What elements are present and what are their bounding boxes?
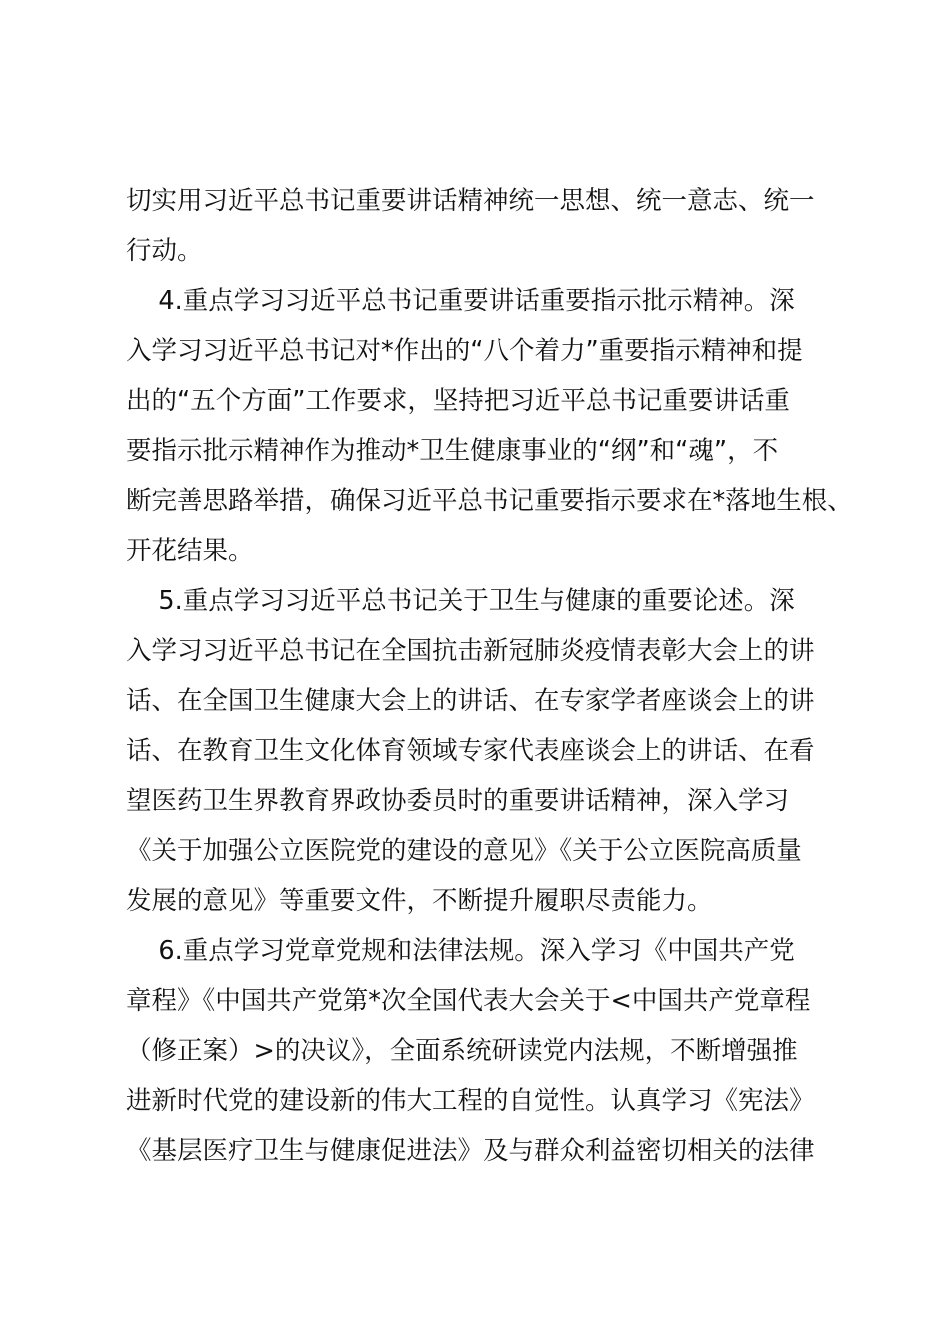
text-line: 4.重点学习习近平总书记重要讲话重要指示批示精神。深 [126, 286, 795, 316]
text-line: 话、在全国卫生健康大会上的讲话、在专家学者座谈会上的讲 [126, 686, 815, 716]
text-line: 行动。 [126, 236, 203, 266]
text-line: 《关于加强公立医院党的建设的意见》《关于公立医院高质量 [126, 836, 802, 866]
text-line: 6.重点学习党章党规和法律法规。深入学习《中国共产党 [126, 936, 795, 966]
text-line: 入学习习近平总书记在全国抗击新冠肺炎疫情表彰大会上的讲 [126, 636, 815, 666]
text-line: 《基层医疗卫生与健康促进法》及与群众利益密切相关的法律 [126, 1136, 815, 1166]
text-line: 断完善思路举措，确保习近平总书记重要指示要求在*落地生根、 [126, 486, 853, 516]
text-line: 出的“五个方面”工作要求，坚持把习近平总书记重要讲话重 [126, 386, 790, 416]
text-line: 话、在教育卫生文化体育领域专家代表座谈会上的讲话、在看 [126, 736, 815, 766]
text-line: 要指示批示精神作为推动*卫生健康事业的“纲”和“魂”，不 [126, 436, 779, 466]
text-line: 望医药卫生界教育界政协委员时的重要讲话精神，深入学习 [126, 786, 790, 816]
text-line: （修正案）>的决议》，全面系统研读党内法规，不断增强推 [126, 1036, 798, 1066]
text-line: 章程》《中国共产党第*次全国代表大会关于<中国共产党章程 [126, 986, 811, 1016]
text-line: 发展的意见》等重要文件，不断提升履职尽责能力。 [126, 886, 713, 916]
body-text [126, 176, 853, 1176]
text-line: 切实用习近平总书记重要讲话精神统一思想、统一意志、统一 [126, 186, 815, 216]
text-line: 进新时代党的建设新的伟大工程的自觉性。认真学习《宪法》 [126, 1086, 815, 1116]
text-line: 入学习习近平总书记对*作出的“八个着力”重要指示精神和提 [126, 336, 803, 366]
text-line: 5.重点学习习近平总书记关于卫生与健康的重要论述。深 [126, 586, 795, 616]
text-line: 开花结果。 [126, 536, 254, 566]
